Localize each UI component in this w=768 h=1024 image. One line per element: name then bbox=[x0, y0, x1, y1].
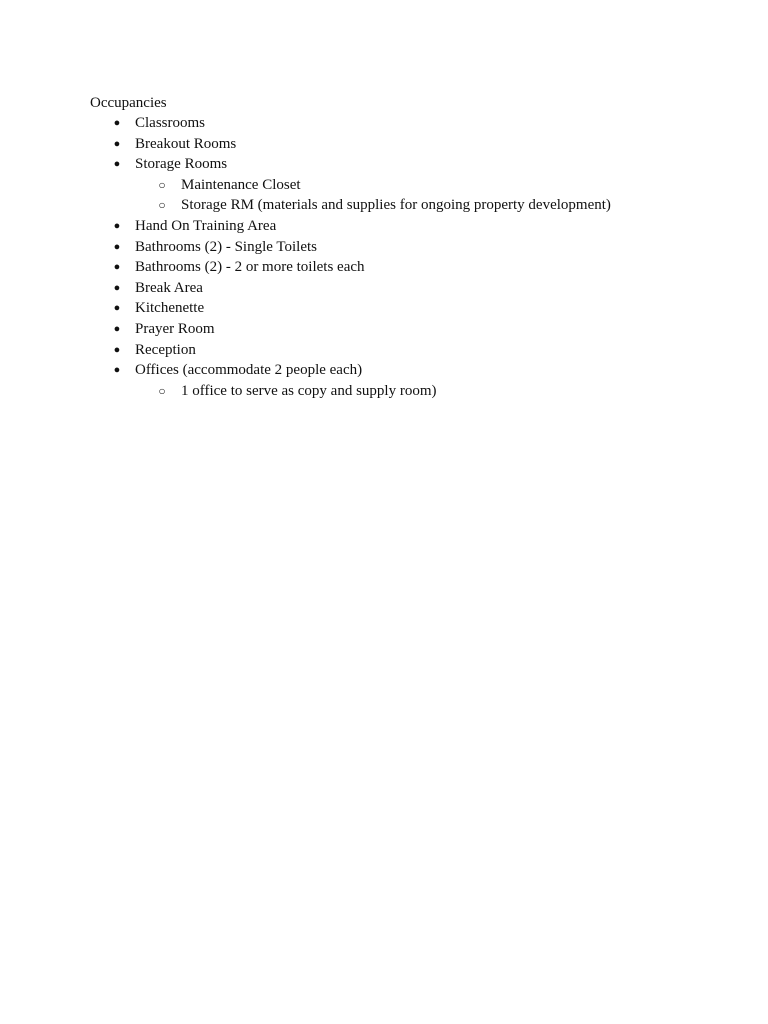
list-item bbox=[0, 113, 768, 134]
list-item-text: Offices (accommodate 2 people each) bbox=[135, 362, 363, 379]
bullet-icon: ● bbox=[113, 281, 121, 294]
hollow-bullet-icon: ○ bbox=[158, 198, 166, 213]
section-heading: Occupancies bbox=[90, 95, 167, 111]
bullet-icon: ● bbox=[113, 219, 121, 232]
bullet-icon: ● bbox=[113, 302, 121, 315]
hollow-bullet-icon: ○ bbox=[158, 177, 166, 192]
bullet-icon: ● bbox=[113, 261, 121, 274]
bullet-icon: ● bbox=[113, 343, 121, 356]
sub-list-item bbox=[0, 381, 768, 402]
list-item bbox=[0, 360, 768, 381]
list-item bbox=[0, 154, 768, 175]
bullet-icon: ● bbox=[113, 117, 121, 129]
sub-list-item-text: Storage RM (materials and supplies for ongoing property development) bbox=[181, 197, 611, 214]
list-item-text: Reception bbox=[135, 341, 196, 358]
occupancy-list bbox=[0, 113, 768, 401]
list-item-text: Break Area bbox=[135, 279, 203, 296]
sub-list-item-text: 1 office to serve as copy and supply room) bbox=[181, 382, 437, 399]
bullet-icon: ● bbox=[113, 137, 121, 150]
list-item-text: Hand On Training Area bbox=[135, 217, 277, 234]
list-item bbox=[0, 216, 768, 237]
list-item-text: Breakout Rooms bbox=[135, 135, 237, 152]
list-item bbox=[0, 340, 768, 361]
list-item-text: Bathrooms (2) - Single Toilets bbox=[135, 238, 317, 255]
bullet-icon: ● bbox=[113, 364, 121, 377]
list-item-text: Kitchenette bbox=[135, 300, 205, 317]
list-item-text: Storage Rooms bbox=[135, 156, 228, 173]
bullet-icon: ● bbox=[113, 322, 121, 335]
sub-list-item-text: Maintenance Closet bbox=[181, 176, 301, 193]
bullet-icon: ● bbox=[113, 158, 121, 171]
list-item-text: Prayer Room bbox=[135, 320, 215, 337]
sub-list-item bbox=[0, 175, 768, 196]
list-item bbox=[0, 278, 768, 299]
list-item bbox=[0, 237, 768, 258]
list-item bbox=[0, 298, 768, 319]
sub-list-item bbox=[0, 195, 768, 216]
list-item bbox=[0, 257, 768, 278]
list-item-text: Bathrooms (2) - 2 or more toilets each bbox=[135, 259, 365, 276]
list-item-text: Classrooms bbox=[135, 115, 206, 131]
list-item bbox=[0, 134, 768, 155]
list-item bbox=[0, 319, 768, 340]
bullet-icon: ● bbox=[113, 240, 121, 253]
hollow-bullet-icon: ○ bbox=[158, 383, 166, 398]
